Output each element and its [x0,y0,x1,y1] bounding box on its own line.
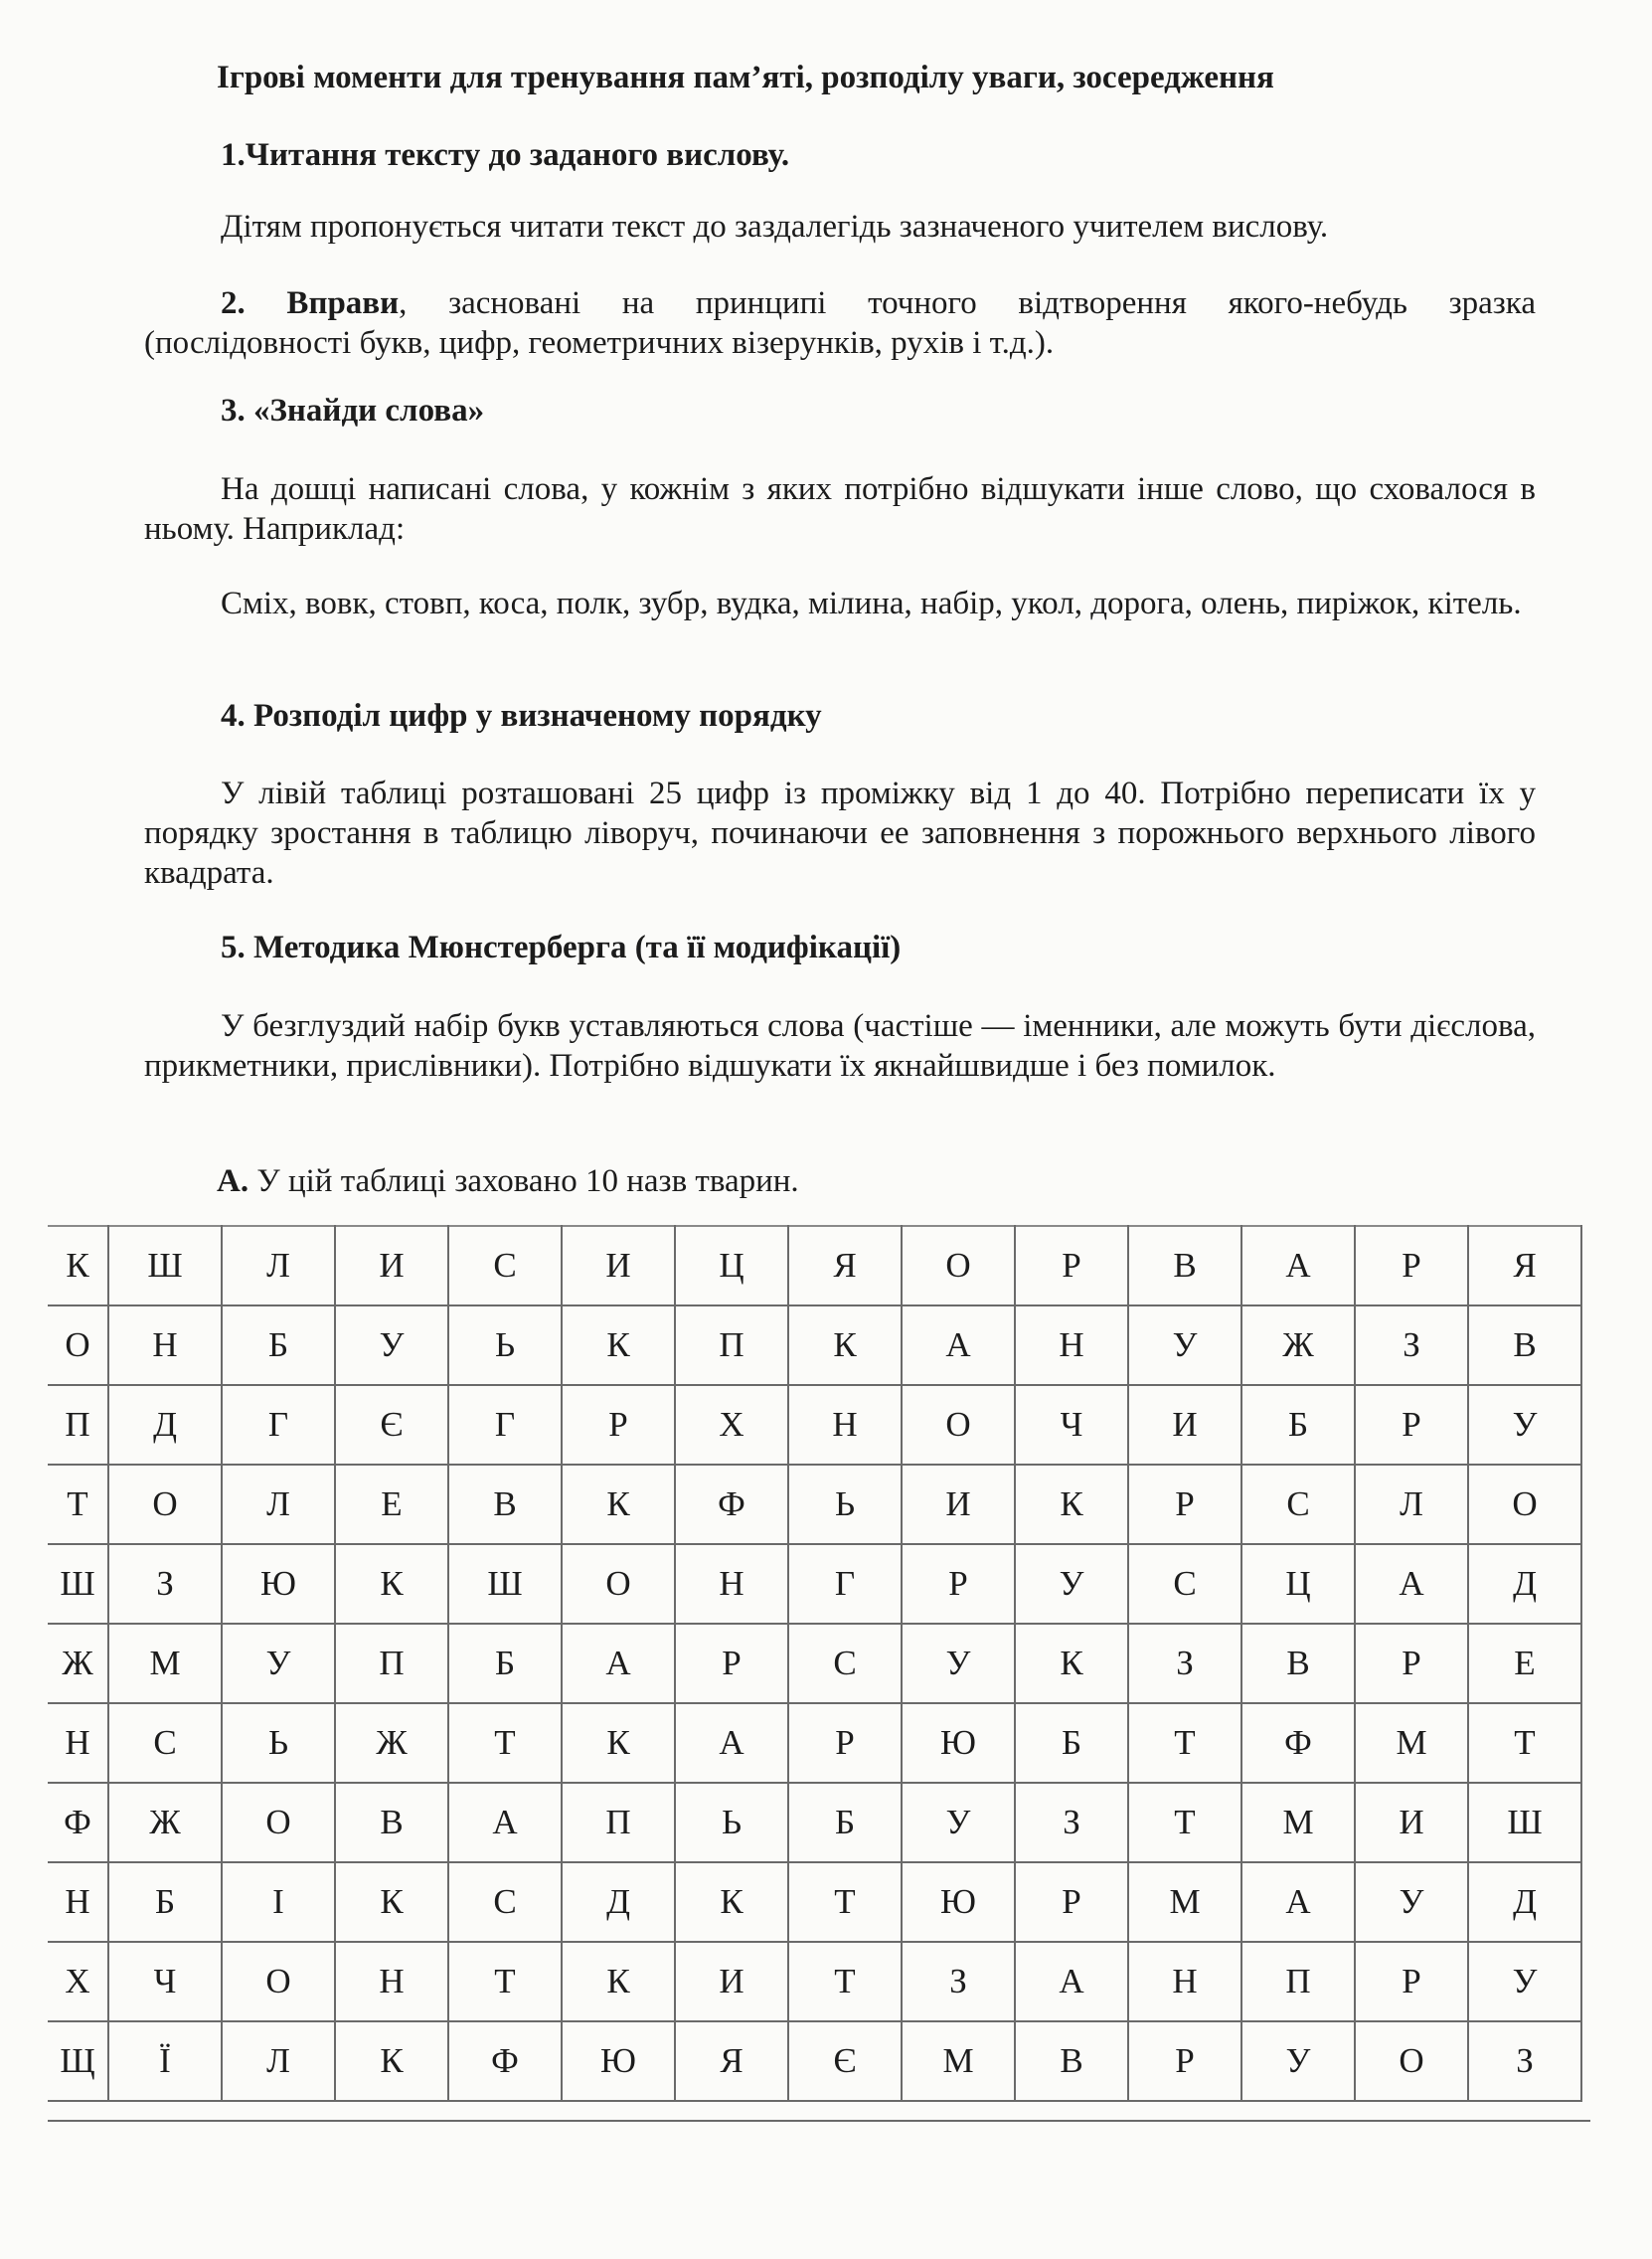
section-2-line-2: (послідовності букв, цифр, геометричних візерунків, рухів і т.д.). [144,325,1055,361]
grid-cell: Р [902,1544,1015,1624]
grid-cell: Р [1355,1624,1468,1703]
section-3-heading: 3. «Знайди слова» [221,393,485,429]
grid-cell: Б [222,1305,335,1385]
grid-cell: Т [788,1862,902,1942]
grid-cell: Д [1468,1544,1581,1624]
grid-cell: И [335,1226,448,1305]
grid-cell: Ь [222,1703,335,1783]
section-5-heading: 5. Методика Мюнстерберга (та її модифікації) [221,930,902,965]
grid-cell: Г [448,1385,562,1465]
grid-cell: С [108,1703,222,1783]
grid-row [48,2021,1581,2101]
grid-cell: Н [335,1942,448,2021]
grid-cell: Ф [48,1783,108,1862]
grid-cell: У [1355,1862,1468,1942]
grid-cell: А [1241,1226,1355,1305]
grid-cell: Х [675,1385,788,1465]
grid-cell: Ь [788,1465,902,1544]
grid-cell: И [1355,1783,1468,1862]
grid-cell: О [1468,1465,1581,1544]
grid-cell: О [902,1226,1015,1305]
grid-cell: Щ [48,2021,108,2101]
grid-cell: Я [788,1226,902,1305]
grid-cell: У [1128,1305,1241,1385]
grid-cell: П [48,1385,108,1465]
grid-cell: Ц [1241,1544,1355,1624]
grid-cell: Р [1355,1385,1468,1465]
grid-cell: Ж [108,1783,222,1862]
grid-cell: Є [788,2021,902,2101]
task-a-caption [217,1163,799,1200]
grid-cell: Ю [562,2021,675,2101]
grid-cell: Б [108,1862,222,1942]
grid-cell: Р [1015,1226,1128,1305]
grid-row [48,1624,1581,1703]
grid-cell: У [902,1624,1015,1703]
grid-cell: П [562,1783,675,1862]
grid-cell: Я [1468,1226,1581,1305]
section-2-line-1-text: , засновані на принципі точного відтворення якого-небудь зразка [399,285,1536,321]
grid-cell: Д [1468,1862,1581,1942]
grid-cell: Ш [108,1226,222,1305]
letter-grid [48,1225,1582,2102]
grid-cell: В [1015,2021,1128,2101]
grid-cell: О [222,1783,335,1862]
grid-cell: М [108,1624,222,1703]
grid-bottom-rule [48,2120,1590,2122]
task-a-text: У цій таблиці заховано 10 назв тварин. [248,1163,799,1199]
grid-cell: В [448,1465,562,1544]
grid-cell: Р [675,1624,788,1703]
section-5-text-content: У безглуздий набір букв уставляються слова (частіше — іменники, але можуть бути дієслова, прикметники, прислівники). Потрібно відшукати їх якнайшвидше і без помилок. [144,1008,1536,1084]
grid-cell: К [562,1703,675,1783]
grid-row [48,1942,1581,2021]
section-1-text: Дітям пропонується читати текст до заздалегідь зазначеного учителем вислову. [221,209,1329,245]
grid-cell: Ю [902,1862,1015,1942]
grid-cell: М [1128,1862,1241,1942]
grid-cell: Р [1128,2021,1241,2101]
grid-cell: Ж [48,1624,108,1703]
grid-cell: К [788,1305,902,1385]
grid-cell: Н [1128,1942,1241,2021]
grid-cell: И [562,1226,675,1305]
section-4-text [144,774,1536,893]
grid-cell: Л [1355,1465,1468,1544]
grid-cell: К [675,1862,788,1942]
grid-row [48,1226,1581,1305]
grid-row [48,1862,1581,1942]
grid-cell: П [335,1624,448,1703]
grid-cell: К [335,1544,448,1624]
grid-cell: Ч [1015,1385,1128,1465]
grid-cell: Д [108,1385,222,1465]
grid-row [48,1305,1581,1385]
grid-cell: А [562,1624,675,1703]
section-1-heading: 1.Читання тексту до заданого вислову. [221,137,790,173]
grid-cell: Л [222,1226,335,1305]
grid-cell: К [335,1862,448,1942]
section-3-text [144,469,1536,549]
grid-cell: Т [1468,1703,1581,1783]
grid-cell: В [1468,1305,1581,1385]
grid-cell: У [1015,1544,1128,1624]
grid-cell: К [335,2021,448,2101]
section-4-heading: 4. Розподіл цифр у визначеному порядку [221,698,822,734]
grid-cell: Р [562,1385,675,1465]
task-a-label: А. [217,1163,249,1199]
grid-cell: К [562,1465,675,1544]
grid-cell: А [675,1703,788,1783]
grid-cell: У [335,1305,448,1385]
grid-cell: М [902,2021,1015,2101]
grid-row [48,1385,1581,1465]
grid-cell: Е [1468,1624,1581,1703]
grid-cell: Ю [222,1544,335,1624]
grid-cell: Т [448,1703,562,1783]
grid-cell: Ж [1241,1305,1355,1385]
grid-cell: С [448,1226,562,1305]
grid-cell: В [1241,1624,1355,1703]
grid-cell: Г [788,1544,902,1624]
grid-cell: П [1241,1942,1355,2021]
grid-cell: А [902,1305,1015,1385]
grid-cell: И [1128,1385,1241,1465]
section-2-line-1 [221,285,1536,322]
grid-cell: Р [1355,1942,1468,2021]
grid-cell: У [1241,2021,1355,2101]
grid-cell: Ш [448,1544,562,1624]
grid-cell: К [48,1226,108,1305]
grid-cell: О [562,1544,675,1624]
grid-cell: Ї [108,2021,222,2101]
grid-cell: В [1128,1226,1241,1305]
grid-cell: Ь [675,1783,788,1862]
grid-cell: Б [448,1624,562,1703]
grid-cell: Г [222,1385,335,1465]
grid-cell: А [448,1783,562,1862]
grid-cell: К [562,1305,675,1385]
grid-cell: М [1241,1783,1355,1862]
grid-cell: Ш [48,1544,108,1624]
grid-cell: Ь [448,1305,562,1385]
grid-cell: С [448,1862,562,1942]
section-3-examples [144,584,1536,623]
grid-cell: Б [1015,1703,1128,1783]
grid-cell: Л [222,2021,335,2101]
grid-row [48,1783,1581,1862]
grid-cell: О [108,1465,222,1544]
grid-cell: Ц [675,1226,788,1305]
grid-cell: Х [48,1942,108,2021]
grid-cell: Н [108,1305,222,1385]
grid-cell: А [1015,1942,1128,2021]
grid-cell: З [1355,1305,1468,1385]
grid-cell: Ч [108,1942,222,2021]
grid-cell: У [1468,1942,1581,2021]
grid-cell: І [222,1862,335,1942]
grid-cell: Б [1241,1385,1355,1465]
grid-cell: Т [48,1465,108,1544]
grid-row [48,1544,1581,1624]
grid-cell: Н [788,1385,902,1465]
section-3-text-content: На дошці написані слова, у кожнім з яких потрібно відшукати інше слово, що сховалося в ньому. Наприклад: [144,471,1536,547]
grid-cell: Т [1128,1703,1241,1783]
grid-cell: А [1241,1862,1355,1942]
grid-cell: З [1015,1783,1128,1862]
grid-cell: У [902,1783,1015,1862]
section-2-bold-label: 2. Вправи [221,285,400,321]
grid-cell: И [902,1465,1015,1544]
grid-cell: Ф [1241,1703,1355,1783]
grid-cell: Р [1128,1465,1241,1544]
grid-cell: К [562,1942,675,2021]
grid-cell: А [1355,1544,1468,1624]
grid-row [48,1703,1581,1783]
grid-cell: Н [48,1703,108,1783]
grid-cell: М [1355,1703,1468,1783]
grid-cell: Р [1015,1862,1128,1942]
grid-row [48,1465,1581,1544]
grid-cell: Я [675,2021,788,2101]
grid-cell: Ф [675,1465,788,1544]
grid-cell: Л [222,1465,335,1544]
grid-cell: Т [788,1942,902,2021]
grid-cell: З [1468,2021,1581,2101]
grid-cell: С [1241,1465,1355,1544]
grid-cell: Ю [902,1703,1015,1783]
grid-cell: С [1128,1544,1241,1624]
grid-cell: О [902,1385,1015,1465]
grid-cell: Б [788,1783,902,1862]
grid-cell: З [108,1544,222,1624]
grid-cell: Ш [1468,1783,1581,1862]
grid-cell: П [675,1305,788,1385]
grid-cell: О [222,1942,335,2021]
grid-cell: Ф [448,2021,562,2101]
grid-cell: К [1015,1465,1128,1544]
grid-cell: Н [48,1862,108,1942]
grid-cell: Д [562,1862,675,1942]
grid-cell: У [1468,1385,1581,1465]
grid-cell: У [222,1624,335,1703]
grid-cell: Н [1015,1305,1128,1385]
grid-cell: О [48,1305,108,1385]
grid-cell: И [675,1942,788,2021]
grid-cell: З [1128,1624,1241,1703]
grid-cell: К [1015,1624,1128,1703]
page-title: Ігрові моменти для тренування пам’яті, розподілу уваги, зосередження [217,60,1274,95]
grid-cell: Р [788,1703,902,1783]
section-5-text [144,1006,1536,1086]
grid-cell: Е [335,1465,448,1544]
grid-cell: С [788,1624,902,1703]
grid-cell: Р [1355,1226,1468,1305]
section-4-text-content: У лівій таблиці розташовані 25 цифр із проміжку від 1 до 40. Потрібно переписати їх у порядку зростання в таблицю ліворуч, починаючи ее заповнення з порожнього верхнього лівого квадрата. [144,776,1536,891]
grid-cell: Ж [335,1703,448,1783]
grid-cell: З [902,1942,1015,2021]
grid-cell: В [335,1783,448,1862]
grid-cell: Т [1128,1783,1241,1862]
section-3-examples-content: Сміх, вовк, стовп, коса, полк, зубр, вудка, мілина, набір, укол, дорога, олень, пиріжок, кітель. [221,586,1522,621]
grid-cell: Є [335,1385,448,1465]
grid-cell: Т [448,1942,562,2021]
grid-cell: О [1355,2021,1468,2101]
grid-cell: Н [675,1544,788,1624]
